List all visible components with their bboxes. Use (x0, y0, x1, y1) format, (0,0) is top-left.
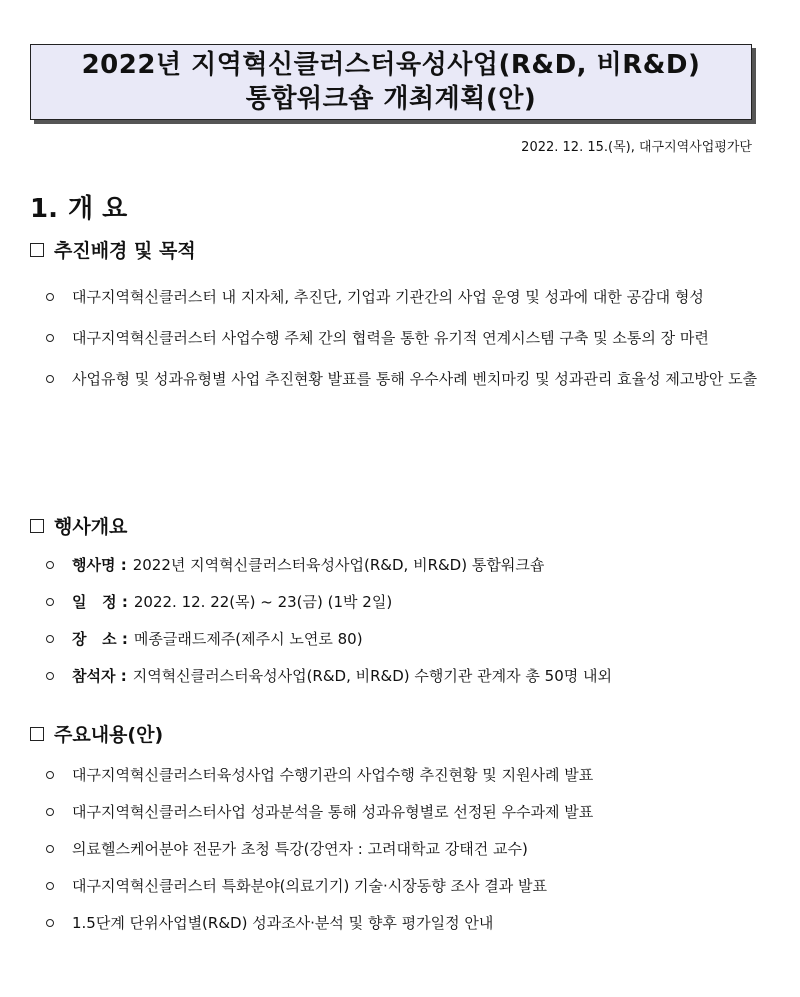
field-label: 행사명 : (72, 556, 127, 574)
circle-bullet-icon (46, 375, 54, 383)
circle-bullet-icon (46, 334, 54, 342)
background-list (44, 282, 760, 395)
circle-bullet-icon (46, 561, 54, 569)
list-item-text: 대구지역혁신클러스터사업 성과분석을 통해 성과유형별로 선정된 우수과제 발표 (72, 803, 594, 821)
section-number: 1. (30, 194, 58, 224)
circle-bullet-icon (46, 919, 54, 927)
field-label: 일 정 : (72, 593, 128, 611)
list-item (44, 661, 760, 692)
field-value: 2022. 12. 22(목) ~ 23(금) (1박 2일) (133, 593, 393, 611)
main-contents-list (44, 760, 760, 939)
list-item-text: 의료헬스케어분야 전문가 초청 특강(강연자 : 고려대학교 강태건 교수) (72, 840, 528, 858)
list-item (44, 797, 760, 828)
section-heading-overview (30, 188, 127, 225)
circle-bullet-icon (46, 771, 54, 779)
list-item (44, 364, 760, 395)
circle-bullet-icon (46, 635, 54, 643)
subheading-label: 행사개요 (54, 516, 128, 538)
field-label: 장 소 : (72, 630, 128, 648)
list-item (44, 760, 760, 791)
list-item (44, 624, 760, 655)
square-bullet-icon (30, 727, 44, 741)
circle-bullet-icon (46, 882, 54, 890)
document-title-box (30, 44, 752, 120)
list-item (44, 908, 760, 939)
circle-bullet-icon (46, 845, 54, 853)
field-value: 지역혁신클러스터육성사업(R&D, 비R&D) 수행기관 관계자 총 50명 내외 (132, 667, 612, 685)
document-title-line1: 2022년 지역혁신클러스터육성사업(R&D, 비R&D) (81, 50, 701, 80)
section-title: 개 요 (67, 194, 128, 224)
document-title-line2: 통합워크숍 개최계획(안) (245, 84, 537, 114)
list-item-text: 사업유형 및 성과유형별 사업 추진현황 발표를 통해 우수사례 벤치마킹 및 성과관리 효율성 제고방안 도출 (72, 370, 758, 388)
list-item-text: 대구지역혁신클러스터 내 지자체, 추진단, 기업과 기관간의 사업 운영 및 성과에 대한 공감대 형성 (72, 288, 704, 306)
field-label: 참석자 : (72, 667, 127, 685)
subheading-label: 추진배경 및 목적 (54, 240, 196, 262)
square-bullet-icon (30, 519, 44, 533)
list-item (44, 550, 760, 581)
field-value: 2022년 지역혁신클러스터육성사업(R&D, 비R&D) 통합워크숍 (132, 556, 545, 574)
subheading-event-overview (30, 512, 127, 539)
circle-bullet-icon (46, 598, 54, 606)
subheading-label: 주요내용(안) (54, 724, 164, 746)
event-overview-list (44, 550, 760, 692)
list-item-text: 대구지역혁신클러스터 사업수행 주체 간의 협력을 통한 유기적 연계시스템 구축 및 소통의 장 마련 (72, 329, 709, 347)
square-bullet-icon (30, 243, 44, 257)
field-value: 메종글래드제주(제주시 노연로 80) (133, 630, 363, 648)
list-item-text: 1.5단계 단위사업별(R&D) 성과조사·분석 및 향후 평가일정 안내 (72, 914, 494, 932)
circle-bullet-icon (46, 808, 54, 816)
list-item-text: 대구지역혁신클러스터 특화분야(의료기기) 기술·시장동향 조사 결과 발표 (72, 877, 548, 895)
list-item (44, 323, 760, 354)
subheading-main-contents (30, 720, 163, 747)
list-item-text: 대구지역혁신클러스터육성사업 수행기관의 사업수행 추진현황 및 지원사례 발표 (72, 766, 594, 784)
list-item (44, 834, 760, 865)
subheading-background (30, 236, 196, 263)
circle-bullet-icon (46, 672, 54, 680)
date-author-line: 2022. 12. 15.(목), 대구지역사업평가단 (521, 140, 752, 155)
list-item (44, 282, 760, 313)
list-item (44, 871, 760, 902)
circle-bullet-icon (46, 293, 54, 301)
list-item (44, 587, 760, 618)
